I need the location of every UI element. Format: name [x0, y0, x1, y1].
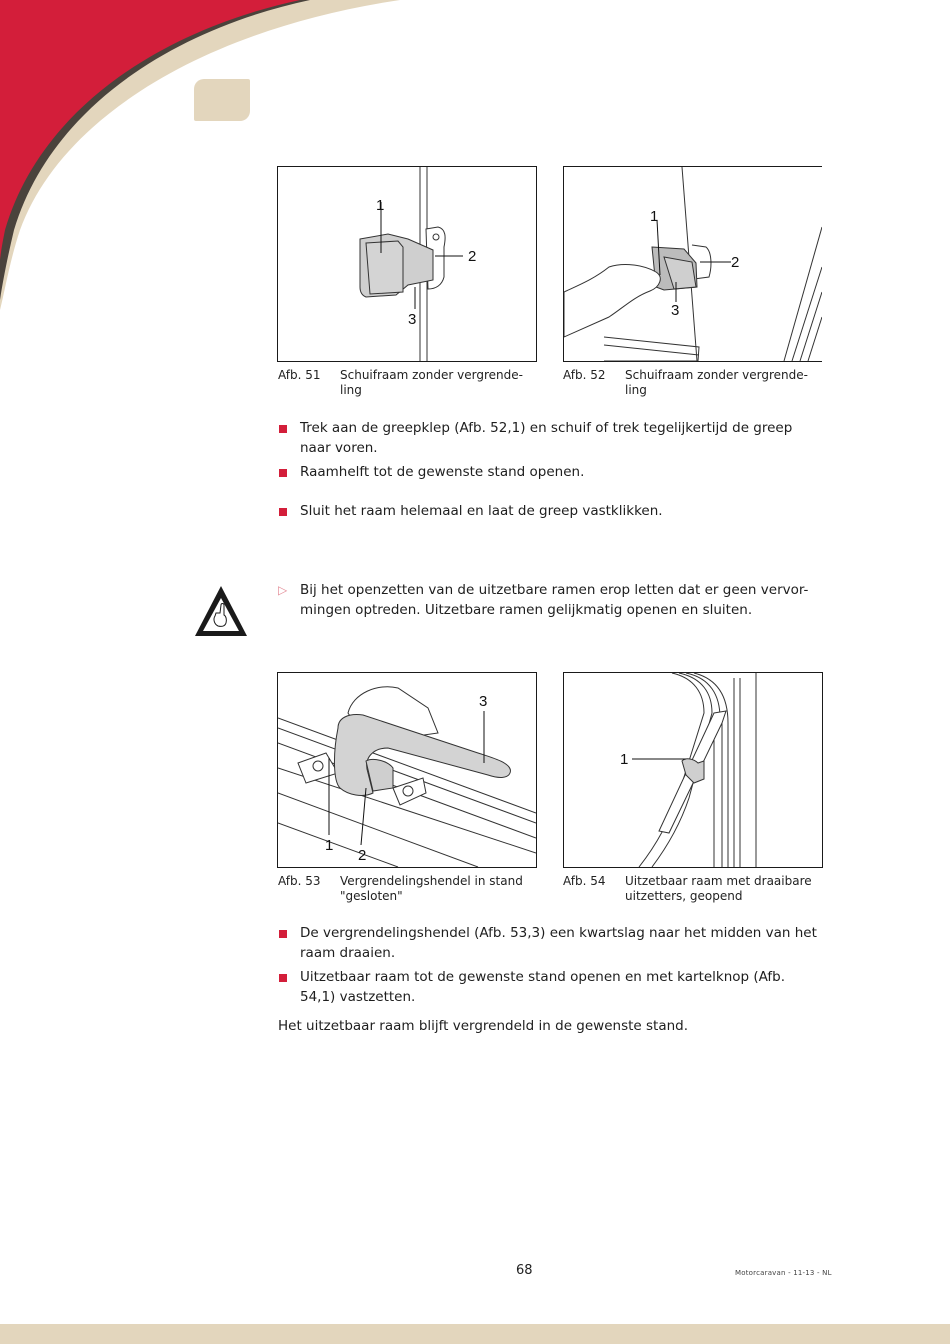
list-item: De vergrendelingshendel (Afb. 53,3) een kwartslag naar het midden van het raam draaien.	[278, 924, 823, 963]
callout-1: 1	[650, 208, 659, 225]
warning-text: Bij het openzetten van de uitzetbare ramen erop letten dat er geen vervor-mingen optreden. Uitzetbare ramen gelijkmatig openen en sluiten.	[300, 582, 809, 618]
sliding-window-handle-illustration	[278, 167, 536, 361]
callout-1: 1	[376, 197, 385, 214]
figure-afb54	[563, 672, 823, 868]
locking-lever-illustration	[278, 673, 536, 867]
bullet-square-icon	[279, 469, 287, 477]
chapter-tab-marker	[194, 79, 250, 121]
figure-afb53	[277, 672, 537, 868]
list-item: Raamhelft tot de gewenste stand openen.	[278, 463, 823, 483]
footer-band	[0, 1324, 950, 1344]
caution-hand-triangle-icon	[193, 583, 249, 639]
figure-number: Afb. 53	[278, 874, 321, 888]
bullet-square-icon	[279, 425, 287, 433]
figure-caption: Vergrendelingshendel in stand "gesloten"	[340, 874, 523, 903]
document-reference: Motorcaravan - 11-13 - NL	[735, 1269, 832, 1277]
callout-3: 3	[671, 302, 680, 319]
bullet-square-icon	[279, 974, 287, 982]
page-number: 68	[516, 1263, 533, 1278]
callout-3: 3	[408, 311, 417, 328]
list-item: Sluit het raam helemaal en laat de greep vastklikken.	[278, 502, 823, 522]
figure-number: Afb. 52	[563, 368, 606, 382]
bullet-square-icon	[279, 508, 287, 516]
callout-2: 2	[731, 254, 740, 271]
figure-afb51	[277, 166, 537, 362]
callout-1: 1	[620, 751, 629, 768]
figure-number: Afb. 54	[563, 874, 606, 888]
callout-3: 3	[479, 693, 488, 710]
figure-caption: Uitzetbaar raam met draaibare uitzetters, geopend	[625, 874, 812, 903]
callout-2: 2	[358, 847, 367, 864]
figure-caption: Schuifraam zonder vergrende-ling	[340, 368, 523, 397]
warning-note	[278, 581, 823, 620]
hand-pulling-handle-illustration	[564, 167, 822, 361]
hinged-window-instructions	[278, 924, 823, 1007]
triangle-bullet-icon: ▷	[278, 583, 288, 597]
result-note: Het uitzetbaar raam blijft vergrendeld in de gewenste stand.	[278, 1018, 689, 1034]
sliding-window-instructions	[278, 419, 823, 521]
figure-number: Afb. 51	[278, 368, 321, 382]
bullet-square-icon	[279, 930, 287, 938]
list-item: Uitzetbaar raam tot de gewenste stand openen en met kartelknop (Afb. 54,1) vastzetten.	[278, 968, 823, 1007]
hinged-window-stay-illustration	[564, 673, 822, 867]
figure-afb52	[563, 166, 822, 362]
callout-2: 2	[468, 248, 477, 265]
figure-caption: Schuifraam zonder vergrende-ling	[625, 368, 808, 397]
list-item: Trek aan de greepklep (Afb. 52,1) en schuif of trek tegelijkertijd de greep naar voren.	[278, 419, 823, 458]
callout-1: 1	[325, 837, 334, 854]
